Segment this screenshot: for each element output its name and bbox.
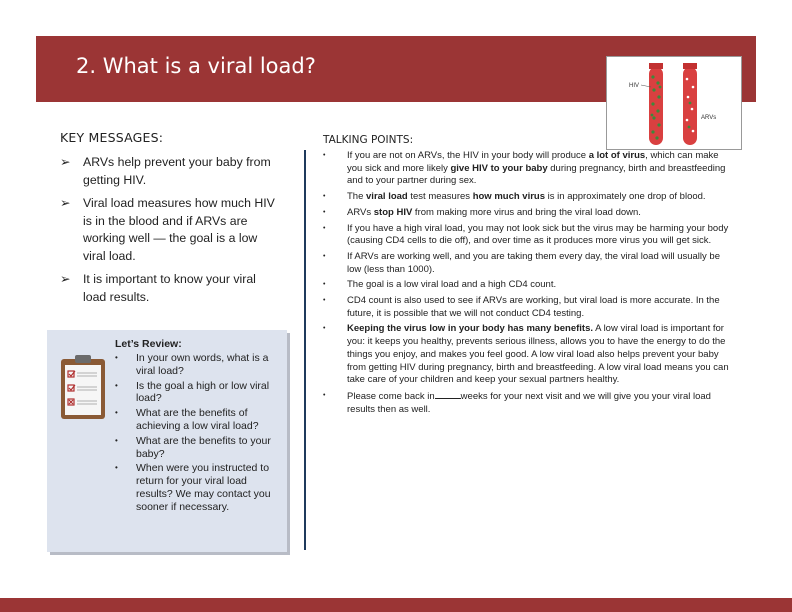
list-item: ➢ It is important to know your viral load results. (60, 272, 256, 304)
bullet-icon: • (115, 353, 118, 362)
list-item: ➢ ARVs help prevent your baby from getting HIV. (60, 155, 271, 187)
page-title: 2. What is a viral load? (76, 54, 316, 78)
list-item: • If ARVs are working well, and you are taking them every day, the viral load will usually be low (less than 1000). (323, 250, 720, 275)
column-divider (304, 150, 306, 550)
weeks-blank (435, 390, 461, 399)
arrow-bullet-icon: ➢ (60, 155, 71, 169)
arrow-bullet-icon: ➢ (60, 272, 71, 286)
list-item: • In your own words, what is a viral load? (115, 352, 269, 377)
bullet-icon: • (323, 152, 326, 159)
bullet-icon: • (323, 193, 326, 201)
key-messages-title: KEY MESSAGES: (60, 130, 164, 145)
bullet-icon: • (323, 325, 326, 333)
review-box (47, 330, 287, 552)
footer-bar (0, 598, 792, 612)
list-item: • Please come back in weeks for your next visit and we will give you your viral load results then as well. (323, 390, 711, 415)
talking-points-list (323, 150, 735, 419)
hiv-label: HIV (629, 83, 640, 89)
bullet-icon: • (323, 252, 326, 260)
talking-points-title: TALKING POINTS: (323, 134, 414, 146)
list-item: • The viral load test measures how much virus is in approximately one drop of blood. (323, 191, 706, 203)
arvs-label: ARVs (701, 115, 717, 121)
list-item: • The goal is a low viral load and a high CD4 count. (323, 279, 557, 291)
arrow-bullet-icon: ➢ (60, 196, 71, 210)
bullet-icon: • (115, 463, 118, 473)
bullet-icon: • (115, 435, 118, 445)
list-item: • If you have a high viral load, you may not look sick but the virus may be harming your body (causing CD4 cells to die off), and over time as it produces more virus you will get sick. (323, 222, 729, 247)
bullet-icon: • (323, 224, 326, 232)
bullet-icon: • (115, 408, 118, 418)
blood-tubes-image (607, 57, 741, 149)
list-item: • Is the goal a high or low viral load? (115, 379, 270, 405)
bullet-icon: • (323, 281, 326, 289)
list-item: • Keeping the virus low in your body has many benefits. A low viral load is important for you: it keeps you healthy, prevents serious illness, allows you to have the energy to do the things you enjoy, and makes you feel good. A low viral load also helps prevent your baby from getting HIV during pregnancy, birth and breastfeeding. A low viral load means you can take care of your children and keep your sexual partners healthy. (323, 323, 729, 386)
clipboard-checklist-icon (59, 355, 107, 426)
list-item: • What are the benefits of achieving a low viral load? (115, 407, 259, 432)
list-item: • What are the benefits to your baby? (115, 434, 271, 460)
list-item: ➢ Viral load measures how much HIV is in the blood and if ARVs are working well — the goal is a low viral load. (60, 196, 275, 263)
key-messages-list (60, 154, 282, 312)
bullet-icon: • (323, 297, 326, 305)
list-item: • ARVs stop HIV from making more virus and bring the viral load down. (323, 206, 641, 218)
review-list (115, 352, 281, 516)
list-item: • When were you instructed to return for your viral load results? We may contact you sooner if necessary. (115, 462, 271, 513)
review-title: Let’s Review: (115, 338, 182, 350)
bullet-icon: • (323, 391, 326, 399)
bullet-icon: • (115, 380, 118, 390)
viral-load-illustration (606, 56, 742, 150)
list-item: • If you are not on ARVs, the HIV in your body will produce a lot of virus, which can make you sick and more likely give HIV to your baby during pregnancy, birth and breastfeeding and to your partner during sex. (323, 150, 726, 187)
bullet-icon: • (323, 208, 326, 216)
list-item: • CD4 count is also used to see if ARVs are working, but viral load is more accurate. In the future, it is possible that we will not conduct CD4 testing. (323, 295, 720, 319)
